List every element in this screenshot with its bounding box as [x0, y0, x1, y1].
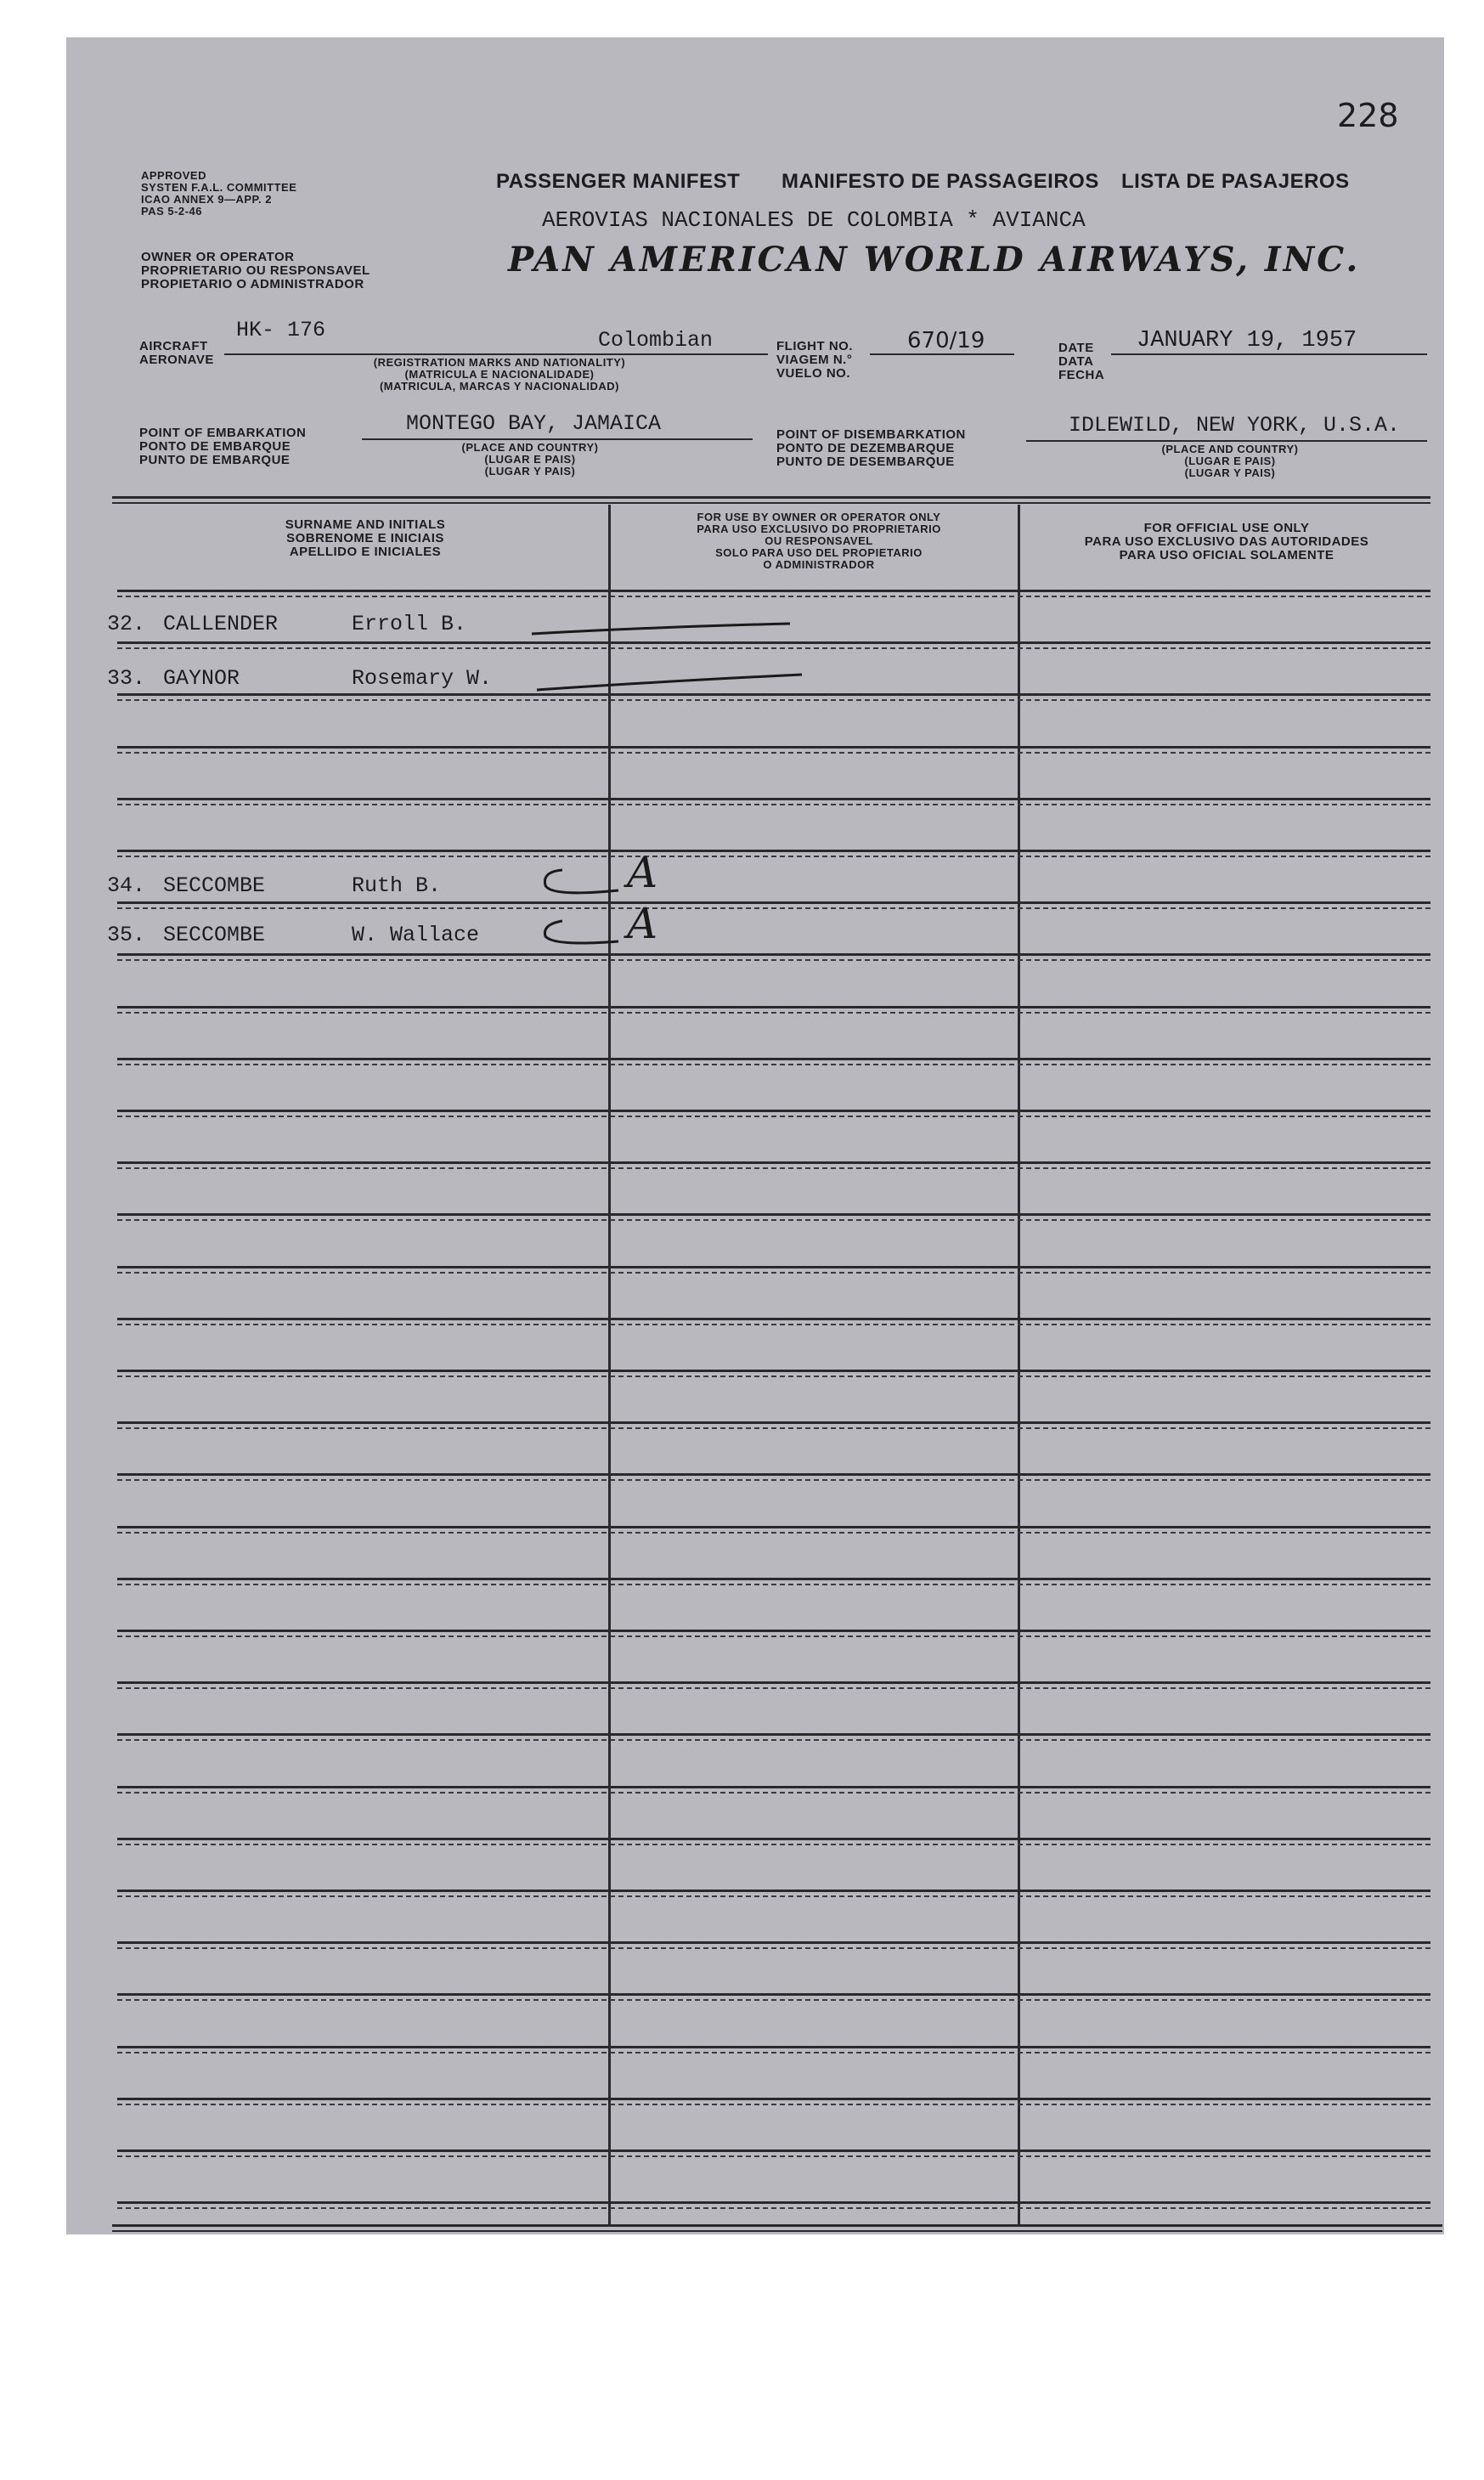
aircraft-nationality: Colombian	[598, 328, 714, 353]
row-line	[117, 850, 1430, 852]
row-line-dashed	[117, 1324, 1430, 1325]
column-header-operator: FOR USE BY OWNER OR OPERATOR ONLY PARA USO EXCLUSIVO DO PROPRIETARIO OU RESPONSAVEL SOLO PARA USO DEL PROPIETARIO O ADMINISTRADOR	[697, 511, 941, 571]
row-line-dashed	[117, 2052, 1430, 2053]
owner-label-line: PROPIETARIO O ADMINISTRADOR	[141, 277, 364, 291]
aircraft-registration: HK- 176	[236, 318, 326, 342]
embarkation-caption: (PLACE AND COUNTRY) (LUGAR E PAIS) (LUGAR Y PAIS)	[461, 441, 599, 477]
passenger-surname: SECCOMBE	[163, 923, 266, 947]
embarkation-value: MONTEGO BAY, JAMAICA	[406, 411, 662, 436]
approval-line: ICAO ANNEX 9—APP. 2	[141, 193, 272, 206]
disembarkation-caption: (PLACE AND COUNTRY) (LUGAR E PAIS) (LUGAR Y PAIS)	[1161, 443, 1299, 479]
row-line	[117, 1993, 1430, 1996]
row-line	[117, 1681, 1430, 1684]
row-line-dashed	[117, 1635, 1430, 1637]
title-es: LISTA DE PASAJEROS	[1121, 170, 1350, 193]
row-line-dashed	[117, 907, 1430, 909]
row-line-dashed	[117, 1687, 1430, 1689]
row-line	[117, 2046, 1430, 2048]
passenger-surname: SECCOMBE	[163, 873, 266, 898]
row-line-dashed	[117, 1844, 1430, 1845]
row-line-dashed	[117, 2207, 1430, 2209]
row-line	[117, 1786, 1430, 1788]
approval-line: APPROVED	[141, 169, 206, 182]
handwritten-mark: A	[627, 899, 658, 948]
row-line	[117, 1526, 1430, 1528]
row-line-dashed	[117, 1219, 1430, 1221]
row-line	[117, 1370, 1430, 1372]
row-line-dashed	[117, 1116, 1430, 1117]
passenger-given-name: Ruth B.	[352, 873, 442, 898]
row-line	[117, 746, 1430, 749]
row-line	[117, 1941, 1430, 1944]
passenger-number: 33.	[107, 666, 146, 691]
row-line	[117, 1006, 1430, 1008]
row-line	[117, 590, 1430, 592]
row-line	[117, 1421, 1430, 1424]
column-header-official: FOR OFFICIAL USE ONLY PARA USO EXCLUSIVO DAS AUTORIDADES PARA USO OFICIAL SOLAMENTE	[1084, 521, 1369, 562]
embarkation-label: POINT OF EMBARKATION PONTO DE EMBARQUE PUNTO DE EMBARQUE	[139, 426, 307, 467]
row-line-dashed	[117, 856, 1430, 857]
passenger-number: 35.	[107, 923, 146, 947]
row-line	[117, 2098, 1430, 2100]
row-line-dashed	[117, 1064, 1430, 1065]
row-line	[117, 1213, 1430, 1216]
date-value: JANUARY 19, 1957	[1137, 328, 1357, 353]
row-line-dashed	[117, 1999, 1430, 2001]
passenger-surname: GAYNOR	[163, 666, 240, 691]
row-line-dashed	[117, 1895, 1430, 1897]
row-line-dashed	[117, 1739, 1430, 1741]
date-label: DATE DATA FECHA	[1058, 341, 1105, 382]
approval-block	[141, 170, 296, 217]
row-line	[117, 1630, 1430, 1632]
row-line	[117, 901, 1430, 904]
column-header-names: SURNAME AND INITIALS SOBRENOME E INICIAIS APELLIDO E INICIALES	[285, 517, 446, 559]
row-line	[117, 953, 1430, 956]
row-line	[117, 1578, 1430, 1580]
row-line-dashed	[117, 959, 1430, 961]
row-line-dashed	[117, 1792, 1430, 1794]
row-line	[117, 1318, 1430, 1320]
row-line-dashed	[117, 804, 1430, 805]
passenger-number: 34.	[107, 873, 146, 898]
row-line	[117, 1473, 1430, 1476]
row-line-dashed	[117, 752, 1430, 754]
row-line-dashed	[117, 1167, 1430, 1169]
column-divider	[608, 505, 611, 2224]
row-line-dashed	[117, 2104, 1430, 2105]
row-line-dashed	[117, 2155, 1430, 2157]
row-line	[117, 1838, 1430, 1840]
title-pt: MANIFESTO DE PASSAGEIROS	[781, 170, 1099, 193]
aircraft-caption: (REGISTRATION MARKS AND NATIONALITY) (MATRICULA E NACIONALIDADE) (MATRICULA, MARCAS Y NACIONALIDAD)	[373, 356, 626, 393]
row-line-dashed	[117, 1272, 1430, 1274]
operator-typed: AEROVIAS NACIONALES DE COLOMBIA * AVIANCA	[542, 207, 1086, 233]
flight-number: 670/19	[907, 328, 985, 353]
row-line	[117, 1058, 1430, 1060]
row-line-dashed	[117, 1947, 1430, 1949]
row-line	[117, 1890, 1430, 1892]
row-line	[117, 1110, 1430, 1112]
row-line-dashed	[117, 1584, 1430, 1585]
manifest-sheet	[66, 37, 1444, 2234]
row-line	[117, 1266, 1430, 1268]
row-line	[117, 1733, 1430, 1736]
row-line-dashed	[117, 1012, 1430, 1014]
passenger-surname: CALLENDER	[163, 612, 279, 636]
row-line	[117, 1161, 1430, 1164]
row-line-dashed	[117, 1427, 1430, 1429]
passenger-given-name: Rosemary W.	[352, 666, 493, 691]
handwritten-mark: A	[627, 848, 658, 897]
title-en: PASSENGER MANIFEST	[496, 170, 741, 193]
row-line-dashed	[117, 596, 1430, 597]
approval-line: SYSTEN F.A.L. COMMITTEE	[141, 181, 297, 194]
passenger-given-name: Erroll B.	[352, 612, 467, 636]
disembarkation-value: IDLEWILD, NEW YORK, U.S.A.	[1069, 413, 1401, 438]
flight-label: FLIGHT NO. VIAGEM N.° VUELO NO.	[776, 339, 853, 381]
owner-label-line: PROPRIETARIO OU RESPONSAVEL	[141, 263, 370, 278]
passenger-number: 32.	[107, 612, 146, 636]
operator-stamp: PAN AMERICAN WORLD AIRWAYS, INC.	[508, 240, 1361, 280]
row-line-dashed	[117, 1376, 1430, 1377]
row-line-dashed	[117, 1532, 1430, 1534]
aircraft-label: AIRCRAFT AERONAVE	[139, 339, 214, 367]
passenger-given-name: W. Wallace	[352, 923, 480, 947]
row-line	[117, 798, 1430, 800]
row-line	[117, 2201, 1430, 2204]
approval-line: PAS 5-2-46	[141, 205, 202, 217]
disembarkation-label: POINT OF DISEMBARKATION PONTO DE DEZEMBARQUE PUNTO DE DESEMBARQUE	[776, 427, 966, 469]
page-number: 228	[1337, 97, 1399, 134]
owner-label-line: OWNER OR OPERATOR	[141, 250, 295, 264]
handwritten-dash-marks	[525, 598, 848, 734]
column-divider	[1018, 505, 1020, 2224]
owner-label	[141, 251, 370, 291]
row-line-dashed	[117, 1479, 1430, 1481]
row-line	[117, 2150, 1430, 2152]
